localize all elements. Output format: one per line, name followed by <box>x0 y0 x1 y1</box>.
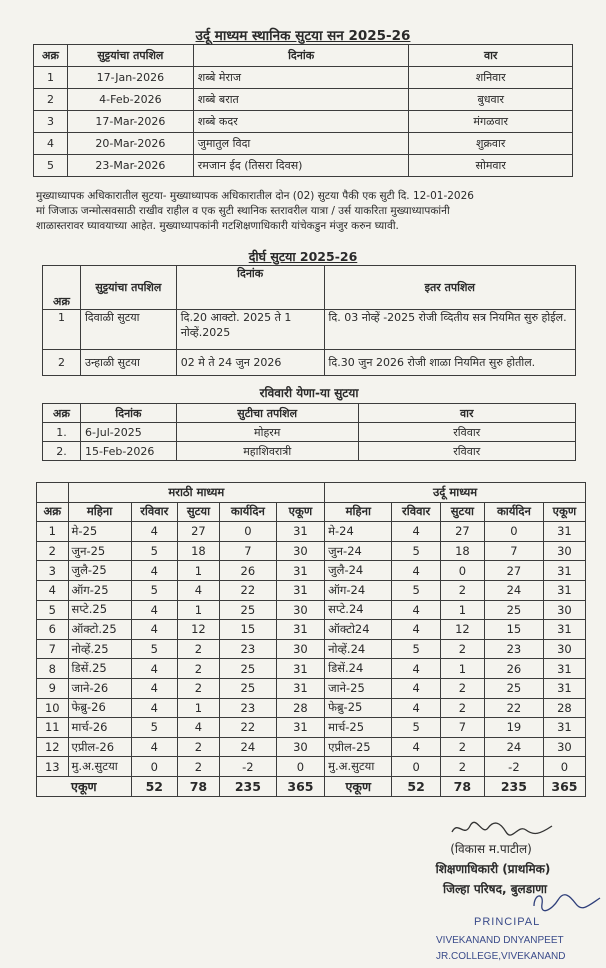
table-row <box>37 580 586 600</box>
sundays-urdu: 0 <box>392 757 440 777</box>
holidays-urdu: 2 <box>440 678 484 698</box>
total-urdu: 31 <box>543 522 585 542</box>
total-urdu: 30 <box>543 600 585 620</box>
total-marathi: 0 <box>276 757 324 777</box>
holidays-marathi: 2 <box>177 659 219 679</box>
holidays-urdu: 18 <box>440 541 484 561</box>
holidays-marathi: 2 <box>177 737 219 757</box>
workdays-urdu: 24 <box>484 580 543 600</box>
sunday-holidays-title: रविवारी येणा-या सुटया <box>259 386 359 400</box>
holiday-name: महाशिवरात्री <box>176 442 358 461</box>
table-row <box>34 133 573 155</box>
holidays-urdu: 2 <box>440 698 484 718</box>
table-row <box>43 350 576 376</box>
table-row <box>37 678 586 698</box>
total-value: 235 <box>484 776 543 796</box>
sundays-urdu: 4 <box>392 698 440 718</box>
row-number: 11 <box>37 718 69 738</box>
total-urdu: 31 <box>543 561 585 581</box>
table-row <box>34 67 573 89</box>
summary-body <box>37 522 586 777</box>
total-marathi: 31 <box>276 620 324 640</box>
col-header: सुट्टयांचा तपशिल <box>80 266 176 310</box>
holiday-date: दि.20 आक्टो. 2025 ते 1 नोव्हें.2025 <box>176 310 324 350</box>
row-number: 7 <box>37 639 69 659</box>
month-urdu: जाने-25 <box>325 678 392 698</box>
holidays-urdu: 0 <box>440 561 484 581</box>
holiday-date: 02 मे ते 24 जुन 2026 <box>176 350 324 376</box>
holiday-name: शब्बे मेराज <box>193 67 409 89</box>
month-urdu: सप्टे.24 <box>325 600 392 620</box>
month-urdu: एप्रील-25 <box>325 737 392 757</box>
sunday-holidays-table <box>42 403 576 461</box>
sundays-marathi: 5 <box>131 541 177 561</box>
table-row <box>43 423 576 442</box>
workdays-marathi: 25 <box>219 678 276 698</box>
col-header: एकूण <box>276 502 324 522</box>
sundays-urdu: 4 <box>392 678 440 698</box>
total-marathi: 30 <box>276 600 324 620</box>
holiday-date: 20-Mar-2026 <box>67 133 193 155</box>
sundays-marathi: 5 <box>131 580 177 600</box>
col-header: सुट्टयांचा तपशिल <box>67 45 193 67</box>
workdays-marathi: 22 <box>219 580 276 600</box>
holiday-date: 15-Feb-2026 <box>80 442 176 461</box>
month-urdu: मे-24 <box>325 522 392 542</box>
row-number: 2 <box>34 89 68 111</box>
table-row <box>37 737 586 757</box>
month-marathi: जुन-25 <box>68 541 131 561</box>
workdays-urdu: 24 <box>484 737 543 757</box>
total-urdu: 31 <box>543 659 585 679</box>
group-header-row <box>37 483 586 503</box>
sundays-urdu: 4 <box>392 620 440 640</box>
month-marathi: मु.अ.सुटया <box>68 757 131 777</box>
workdays-marathi: 0 <box>219 522 276 542</box>
total-marathi: 30 <box>276 541 324 561</box>
holidays-marathi: 4 <box>177 718 219 738</box>
row-number: 3 <box>37 561 69 581</box>
total-urdu: 31 <box>543 718 585 738</box>
total-marathi: 31 <box>276 678 324 698</box>
holidays-urdu: 2 <box>440 737 484 757</box>
row-number: 4 <box>37 580 69 600</box>
total-marathi: 31 <box>276 659 324 679</box>
month-urdu: फेब्रु-25 <box>325 698 392 718</box>
sundays-urdu: 4 <box>392 659 440 679</box>
table-row <box>37 639 586 659</box>
stamp-line: VIVEKANAND DNYANPEET <box>436 935 564 946</box>
total-value: 78 <box>440 776 484 796</box>
month-marathi: ऑक्टो.25 <box>68 620 131 640</box>
sundays-urdu: 5 <box>392 639 440 659</box>
sundays-marathi: 4 <box>131 659 177 679</box>
long-holidays-title: दीर्घ सुटया 2025-26 <box>248 249 358 264</box>
row-number: 10 <box>37 698 69 718</box>
table-header-row <box>43 266 576 310</box>
table-row <box>37 600 586 620</box>
total-marathi: 30 <box>276 639 324 659</box>
workdays-marathi: -2 <box>219 757 276 777</box>
table-header-row <box>37 502 586 522</box>
sundays-urdu: 4 <box>392 561 440 581</box>
col-header: सुटया <box>440 502 484 522</box>
row-number: 5 <box>37 600 69 620</box>
month-marathi: एप्रील-26 <box>68 737 131 757</box>
long-holidays-table <box>42 265 576 376</box>
holiday-details: दि.30 जुन 2026 रोजी शाळा नियमित सुरु होतील. <box>324 350 575 376</box>
table-row <box>34 89 573 111</box>
row-number: 4 <box>34 133 68 155</box>
workdays-marathi: 24 <box>219 737 276 757</box>
month-urdu: डिसें.24 <box>325 659 392 679</box>
officer-office: जिल्हा परिषद, बुलडाणा <box>442 882 548 896</box>
table-row <box>34 111 573 133</box>
month-urdu: नोव्हें.24 <box>325 639 392 659</box>
workdays-marathi: 25 <box>219 600 276 620</box>
month-urdu: मार्च-25 <box>325 718 392 738</box>
officer-title: शिक्षणाधिकारी (प्राथमिक) <box>435 862 551 876</box>
col-header: रविवार <box>131 502 177 522</box>
workdays-urdu: 15 <box>484 620 543 640</box>
col-header: महिना <box>325 502 392 522</box>
row-number: 13 <box>37 757 69 777</box>
holiday-date: 17-Mar-2026 <box>67 111 193 133</box>
sundays-marathi: 4 <box>131 737 177 757</box>
month-urdu: जुलै-24 <box>325 561 392 581</box>
total-value: 52 <box>131 776 177 796</box>
holiday-name: मोहरम <box>176 423 358 442</box>
table-row <box>37 620 586 640</box>
holidays-urdu: 7 <box>440 718 484 738</box>
holiday-day: शनिवार <box>409 67 573 89</box>
sundays-marathi: 4 <box>131 620 177 640</box>
holidays-urdu: 2 <box>440 757 484 777</box>
workdays-urdu: 25 <box>484 678 543 698</box>
col-header: इतर तपशिल <box>324 266 575 310</box>
sundays-urdu: 5 <box>392 718 440 738</box>
total-row <box>37 776 586 796</box>
month-marathi: डिसें.25 <box>68 659 131 679</box>
workdays-marathi: 23 <box>219 639 276 659</box>
workdays-marathi: 23 <box>219 698 276 718</box>
month-urdu: ऑग-24 <box>325 580 392 600</box>
workdays-urdu: -2 <box>484 757 543 777</box>
total-marathi: 31 <box>276 522 324 542</box>
workdays-urdu: 23 <box>484 639 543 659</box>
total-label: एकूण <box>37 776 132 796</box>
month-marathi: जुलै-25 <box>68 561 131 581</box>
holidays-marathi: 1 <box>177 698 219 718</box>
month-urdu: मु.अ.सुटया <box>325 757 392 777</box>
col-header: अक्र <box>43 266 81 310</box>
holidays-marathi: 27 <box>177 522 219 542</box>
holiday-day: रविवार <box>358 423 575 442</box>
total-value: 365 <box>276 776 324 796</box>
workdays-urdu: 19 <box>484 718 543 738</box>
sundays-marathi: 4 <box>131 678 177 698</box>
headmaster-holidays-note <box>36 189 584 234</box>
holidays-marathi: 2 <box>177 678 219 698</box>
workdays-urdu: 7 <box>484 541 543 561</box>
table-row <box>43 442 576 461</box>
holiday-day: सोमवार <box>409 155 573 177</box>
col-header: अक्र <box>34 45 68 67</box>
col-header: वार <box>409 45 573 67</box>
table-row <box>37 541 586 561</box>
note-line: मुख्याध्यापक अधिकारातील सुटया- मुख्याध्यापक अधिकारातील दोन (02) सुटया पैकी एक सुटी दि. 12-01-2026 <box>36 190 474 202</box>
holiday-details: दि. 03 नोव्हें -2025 रोजी व्दितीय सत्र नियमित सुरु होईल. <box>324 310 575 350</box>
table-row <box>37 659 586 679</box>
workdays-marathi: 22 <box>219 718 276 738</box>
col-header: अक्र <box>37 502 69 522</box>
col-header: वार <box>358 404 575 423</box>
workdays-urdu: 22 <box>484 698 543 718</box>
total-marathi: 28 <box>276 698 324 718</box>
total-label: एकूण <box>325 776 392 796</box>
holiday-name: जुमातुल विदा <box>193 133 409 155</box>
row-number: 2 <box>43 350 81 376</box>
sundays-marathi: 5 <box>131 718 177 738</box>
table-header-row <box>34 45 573 67</box>
col-header: अक्र <box>43 404 81 423</box>
month-marathi: फेब्रु-26 <box>68 698 131 718</box>
stamp-line: JR.COLLEGE,VIVEKANAND <box>436 951 566 962</box>
holidays-urdu: 2 <box>440 639 484 659</box>
row-number: 8 <box>37 659 69 679</box>
row-number: 2. <box>43 442 81 461</box>
month-urdu: जुन-24 <box>325 541 392 561</box>
row-number: 1 <box>43 310 81 350</box>
holiday-name: शब्बे बरात <box>193 89 409 111</box>
workdays-marathi: 25 <box>219 659 276 679</box>
total-value: 52 <box>392 776 440 796</box>
workdays-urdu: 26 <box>484 659 543 679</box>
note-line: शाळास्तरावर घ्यावयाच्या आहेत. मुख्याध्यापकांनी गटशिक्षणाधिकारी यांचेकडुन मंजुर करुन घ्यावी. <box>36 220 399 232</box>
table-header-row <box>43 404 576 423</box>
table-row <box>43 310 576 350</box>
holiday-date: 17-Jan-2026 <box>67 67 193 89</box>
holidays-marathi: 12 <box>177 620 219 640</box>
table-row <box>37 757 586 777</box>
month-marathi: मार्च-26 <box>68 718 131 738</box>
total-urdu: 31 <box>543 580 585 600</box>
total-value: 365 <box>543 776 585 796</box>
total-value: 78 <box>177 776 219 796</box>
col-header: महिना <box>68 502 131 522</box>
col-header: रविवार <box>392 502 440 522</box>
sundays-marathi: 4 <box>131 522 177 542</box>
holidays-urdu: 1 <box>440 600 484 620</box>
urdu-medium-header: उर्दू माध्यम <box>325 483 586 503</box>
col-header: कार्यदिन <box>484 502 543 522</box>
sundays-marathi: 0 <box>131 757 177 777</box>
holidays-urdu: 12 <box>440 620 484 640</box>
col-header: एकूण <box>543 502 585 522</box>
sundays-urdu: 5 <box>392 541 440 561</box>
holiday-name: उन्हाळी सुटया <box>80 350 176 376</box>
table-row <box>37 522 586 542</box>
principal-signature <box>528 886 606 916</box>
holidays-marathi: 18 <box>177 541 219 561</box>
workdays-urdu: 27 <box>484 561 543 581</box>
total-marathi: 31 <box>276 718 324 738</box>
month-marathi: मे-25 <box>68 522 131 542</box>
holiday-name: रमजान ईद (तिसरा दिवस) <box>193 155 409 177</box>
table-row <box>34 155 573 177</box>
holidays-marathi: 4 <box>177 580 219 600</box>
total-marathi: 30 <box>276 737 324 757</box>
month-urdu: ऑक्टो24 <box>325 620 392 640</box>
total-marathi: 31 <box>276 561 324 581</box>
local-holidays-title: उर्दू माध्यम स्थानिक सुटया सन 2025-26 <box>195 28 411 44</box>
holiday-day: रविवार <box>358 442 575 461</box>
sundays-urdu: 4 <box>392 522 440 542</box>
sundays-marathi: 4 <box>131 561 177 581</box>
holidays-marathi: 2 <box>177 757 219 777</box>
month-marathi: सप्टे.25 <box>68 600 131 620</box>
total-urdu: 28 <box>543 698 585 718</box>
marathi-medium-header: मराठी माध्यम <box>68 483 325 503</box>
handwritten-signature <box>448 818 558 840</box>
holidays-marathi: 1 <box>177 561 219 581</box>
col-header: दिनांक <box>193 45 409 67</box>
sundays-urdu: 5 <box>392 580 440 600</box>
holidays-urdu: 1 <box>440 659 484 679</box>
holiday-date: 23-Mar-2026 <box>67 155 193 177</box>
table-row <box>37 698 586 718</box>
total-urdu: 31 <box>543 678 585 698</box>
row-number: 5 <box>34 155 68 177</box>
col-header: कार्यदिन <box>219 502 276 522</box>
row-number: 6 <box>37 620 69 640</box>
col-header: दिनांक <box>80 404 176 423</box>
holiday-day: शुक्रवार <box>409 133 573 155</box>
officer-name: (विकास म.पाटील) <box>450 842 532 856</box>
sundays-marathi: 5 <box>131 639 177 659</box>
total-marathi: 31 <box>276 580 324 600</box>
month-marathi: जाने-26 <box>68 678 131 698</box>
holidays-marathi: 1 <box>177 600 219 620</box>
row-number: 3 <box>34 111 68 133</box>
monthly-summary-table <box>36 482 586 797</box>
holiday-name: दिवाळी सुटया <box>80 310 176 350</box>
holiday-date: 4-Feb-2026 <box>67 89 193 111</box>
total-urdu: 30 <box>543 639 585 659</box>
local-holidays-table <box>33 44 573 177</box>
holiday-date: 6-Jul-2025 <box>80 423 176 442</box>
row-number: 1 <box>34 67 68 89</box>
sundays-urdu: 4 <box>392 737 440 757</box>
workdays-marathi: 7 <box>219 541 276 561</box>
table-row <box>37 561 586 581</box>
holidays-urdu: 27 <box>440 522 484 542</box>
holidays-marathi: 2 <box>177 639 219 659</box>
month-marathi: ऑग-25 <box>68 580 131 600</box>
row-number: 1 <box>37 522 69 542</box>
month-marathi: नोव्हें.25 <box>68 639 131 659</box>
sundays-marathi: 4 <box>131 698 177 718</box>
row-number: 1. <box>43 423 81 442</box>
workdays-urdu: 0 <box>484 522 543 542</box>
holidays-urdu: 2 <box>440 580 484 600</box>
col-header: सुटीचा तपशिल <box>176 404 358 423</box>
stamp-line: PRINCIPAL <box>474 916 541 928</box>
total-urdu: 0 <box>543 757 585 777</box>
total-urdu: 30 <box>543 737 585 757</box>
col-header: सुटया <box>177 502 219 522</box>
row-number: 12 <box>37 737 69 757</box>
holiday-day: बुधवार <box>409 89 573 111</box>
total-value: 235 <box>219 776 276 796</box>
sundays-marathi: 4 <box>131 600 177 620</box>
workdays-urdu: 25 <box>484 600 543 620</box>
workdays-marathi: 15 <box>219 620 276 640</box>
row-number: 9 <box>37 678 69 698</box>
holiday-day: मंगळवार <box>409 111 573 133</box>
note-line: मां जिजाऊ जन्मोत्सवसाठी राखीव राहील व एक सुटी स्थानिक स्तरावरील यात्रा / उर्स याकरिता मुख्याध्यापकांनी <box>36 205 450 217</box>
total-urdu: 30 <box>543 541 585 561</box>
workdays-marathi: 26 <box>219 561 276 581</box>
table-row <box>37 718 586 738</box>
row-number: 2 <box>37 541 69 561</box>
sundays-urdu: 4 <box>392 600 440 620</box>
col-header: दिनांक <box>176 266 324 310</box>
total-urdu: 31 <box>543 620 585 640</box>
holiday-name: शब्बे कदर <box>193 111 409 133</box>
